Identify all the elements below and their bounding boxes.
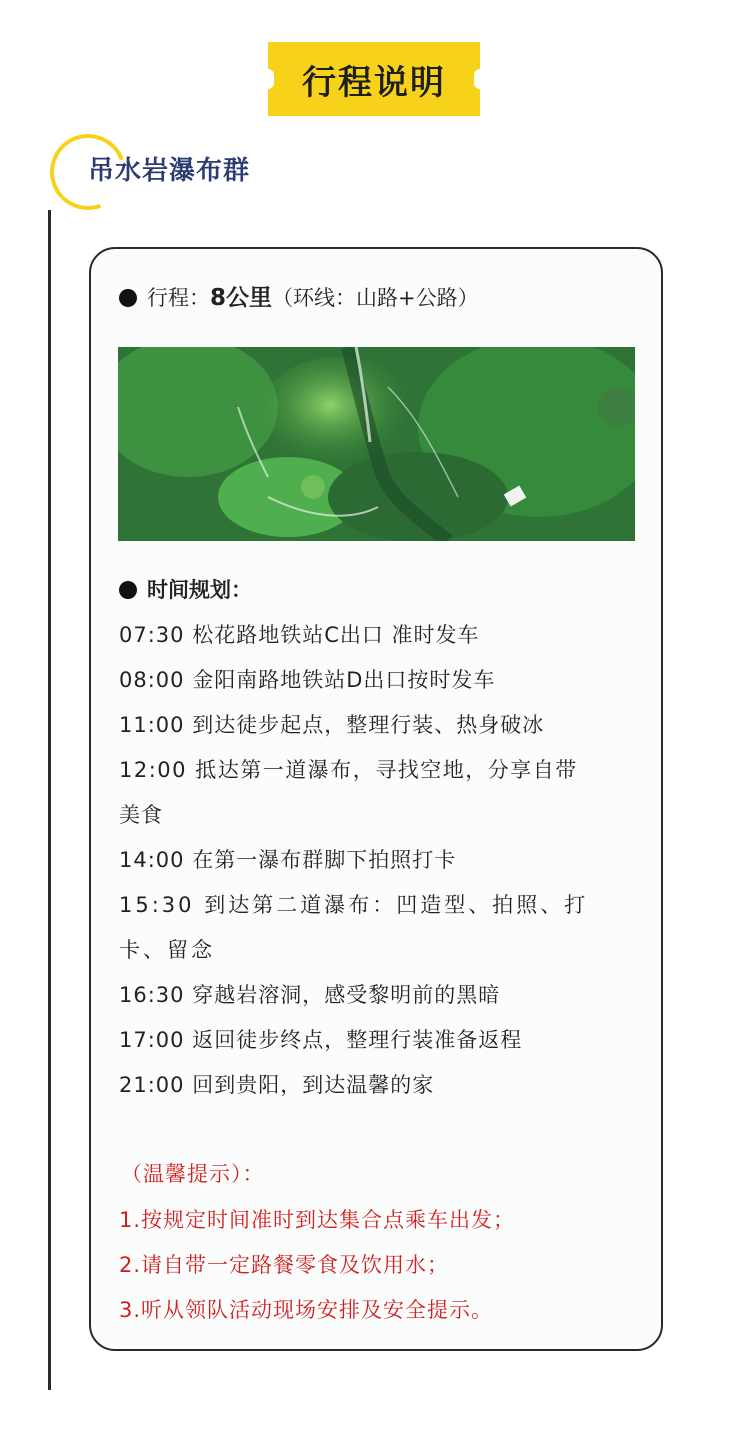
tip-line: 1.按规定时间准时到达集合点乘车出发；: [119, 1208, 516, 1232]
schedule-line: 11:00 到达徒步起点，整理行装、热身破冰: [119, 713, 545, 737]
bullet-icon: [119, 581, 137, 599]
tip-line: 3.听从领队活动现场安排及安全提示。: [119, 1298, 494, 1322]
schedule-line: 07:30 松花路地铁站C出口 准时发车: [119, 623, 480, 647]
ticket-notch-left: [262, 69, 274, 89]
itinerary-card: [89, 247, 663, 1351]
timeline-line: [48, 210, 51, 1390]
schedule-line: 21:00 回到贵阳，到达温馨的家: [119, 1073, 435, 1097]
schedule-line: 卡、留念: [119, 938, 215, 962]
schedule-heading-row: [119, 575, 252, 605]
ticket-notch-right: [474, 69, 486, 89]
schedule-line: 14:00 在第一瀑布群脚下拍照打卡: [119, 848, 457, 872]
title-banner: [0, 42, 750, 116]
trip-distance: 8公里: [210, 285, 273, 311]
landscape-image: [118, 347, 635, 541]
bullet-icon: [119, 289, 137, 307]
waterfall-photo: [118, 347, 635, 541]
trip-detail: （环线：山路+公路）: [272, 286, 479, 310]
schedule-heading: 时间规划：: [147, 578, 252, 602]
schedule-line: 15:30 到达第二道瀑布：凹造型、拍照、打: [119, 893, 589, 917]
schedule-line: 08:00 金阳南路地铁站D出口按时发车: [119, 668, 496, 692]
trip-info-row: [119, 283, 479, 313]
tip-line: 2.请自带一定路餐零食及饮用水；: [119, 1253, 450, 1277]
schedule-line: 美食: [119, 803, 163, 827]
trip-label: 行程：: [147, 286, 210, 310]
title-badge: [268, 42, 480, 116]
schedule-line: 17:00 返回徒步终点，整理行装准备返程: [119, 1028, 523, 1052]
page-title: 行程说明: [302, 62, 446, 103]
section-title: 吊水岩瀑布群: [88, 156, 251, 186]
tips-heading: （温馨提示）：: [121, 1162, 265, 1186]
schedule-line: 12:00 抵达第一道瀑布，寻找空地，分享自带: [119, 758, 578, 782]
schedule-line: 16:30 穿越岩溶洞，感受黎明前的黑暗: [119, 983, 501, 1007]
